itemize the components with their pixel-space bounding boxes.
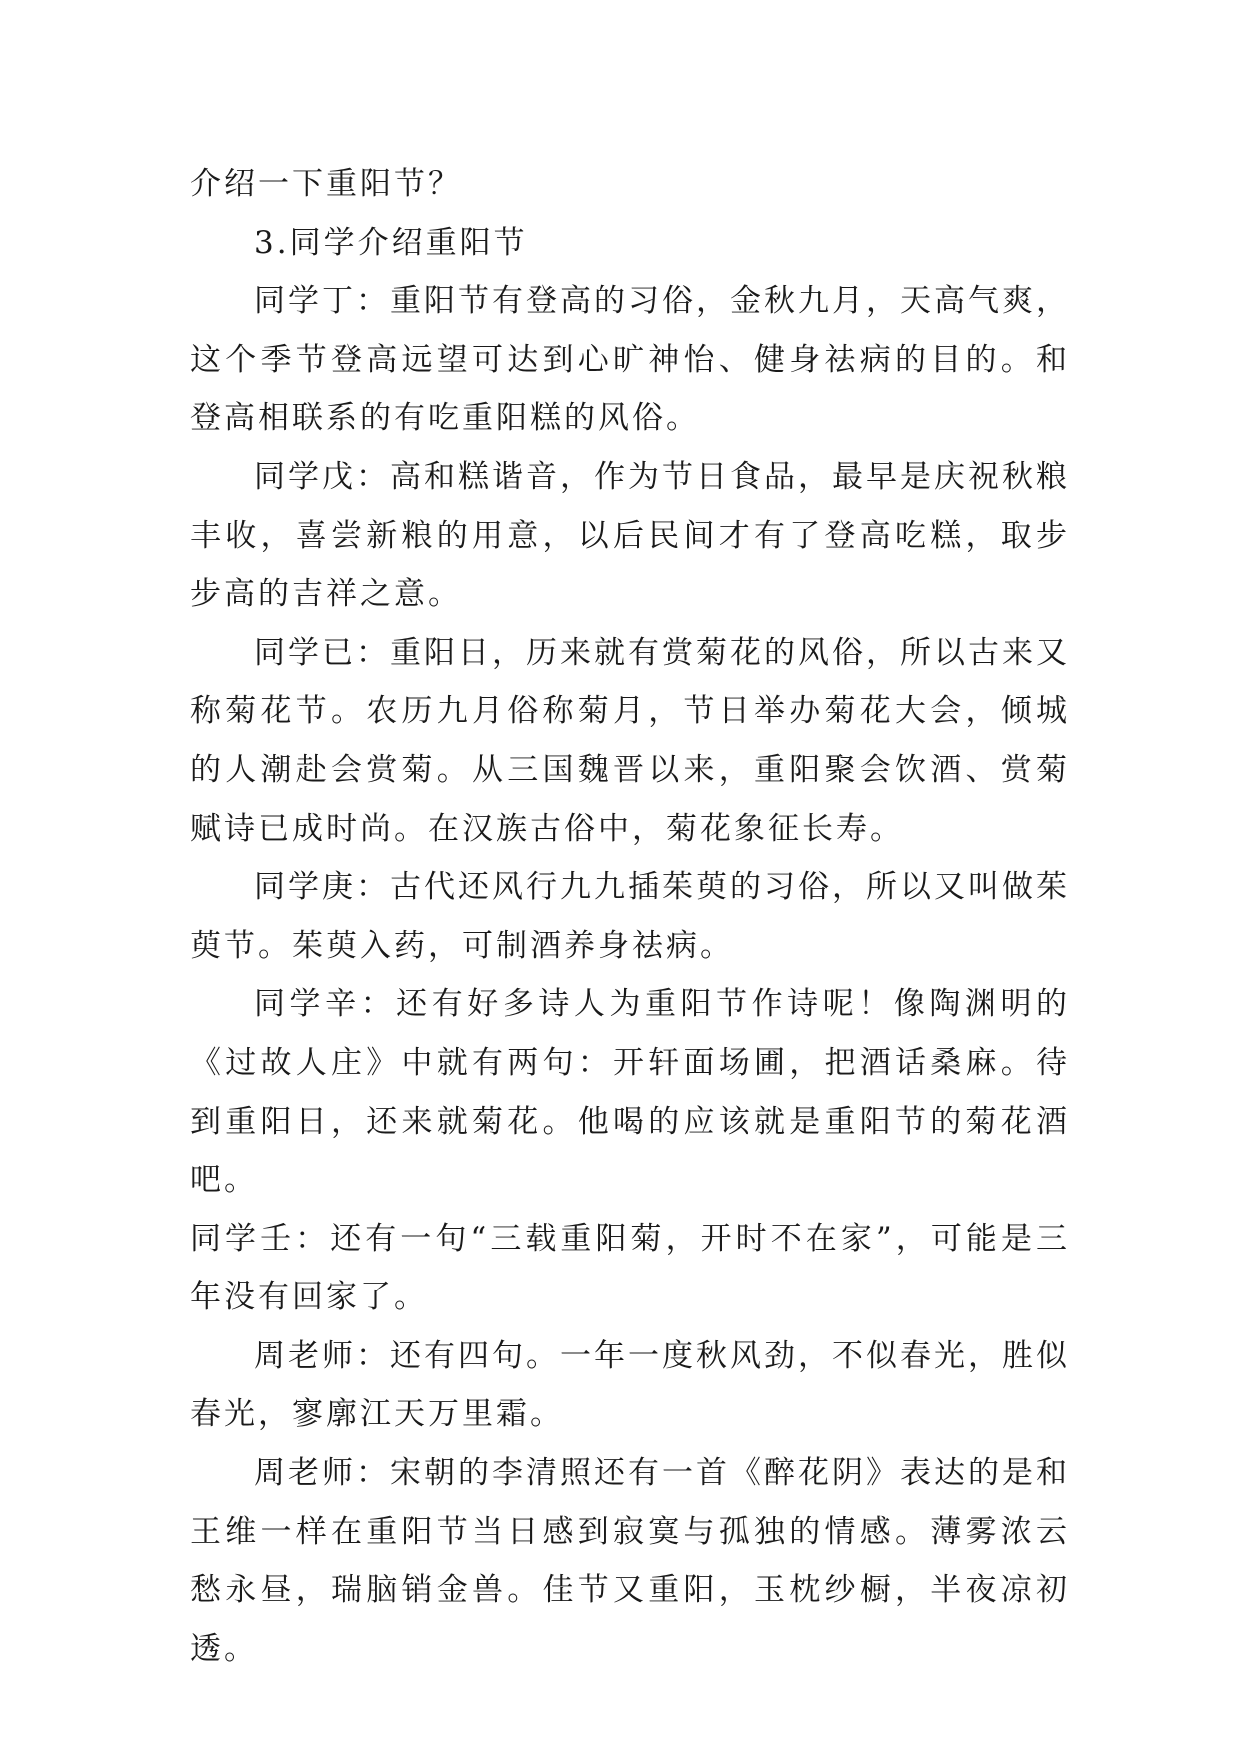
- paragraph-teacher-zhou-1: 周老师：还有四句。一年一度秋风劲，不似春光，胜似春光，寥廓江天万里霜。: [190, 1337, 1070, 1433]
- paragraph-teacher-zhou-2: 周老师：宋朝的李清照还有一首《醉花阴》表达的是和王维一样在重阳节当日感到寂寞与孤独的情感。薄雾浓云愁永昼，瑞脑销金兽。佳节又重阳，玉枕纱橱，半夜凉初透。: [190, 1455, 1070, 1667]
- paragraph-section-heading: 3.同学介绍重阳节: [254, 224, 528, 261]
- paragraph-student-ren: 同学壬：还有一句“三载重阳菊，开时不在家”，可能是三年没有回家了。: [190, 1220, 1070, 1316]
- document-page: [190, 155, 1070, 1678]
- paragraph-student-ji: 同学已：重阳日，历来就有赏菊花的风俗，所以古来又称菊花节。农历九月俗称菊月，节日举办菊花大会，倾城的人潮赴会赏菊。从三国魏晋以来，重阳聚会饮酒、赏菊赋诗已成时尚。在汉族古俗中，菊花象征长寿。: [190, 634, 1070, 847]
- paragraph-intro-question: 介绍一下重阳节？: [190, 166, 462, 202]
- paragraph-student-wu: 同学戊：高和糕谐音，作为节日食品，最早是庆祝秋粮丰收，喜尝新粮的用意，以后民间才有了登高吃糕，取步步高的吉祥之意。: [190, 458, 1070, 613]
- paragraph-student-xin: 同学辛：还有好多诗人为重阳节作诗呢！像陶渊明的《过故人庄》中就有两句：开轩面场圃，把酒话桑麻。待到重阳日，还来就菊花。他喝的应该就是重阳节的菊花酒吧。: [190, 986, 1070, 1199]
- paragraph-student-ding: 同学丁：重阳节有登高的习俗，金秋九月，天高气爽，这个季节登高远望可达到心旷神怡、健身祛病的目的。和登高相联系的有吃重阳糕的风俗。: [190, 283, 1070, 437]
- paragraph-student-geng: 同学庚：古代还风行九九插茱萸的习俗，所以又叫做茱萸节。茱萸入药，可制酒养身祛病。: [190, 869, 1070, 964]
